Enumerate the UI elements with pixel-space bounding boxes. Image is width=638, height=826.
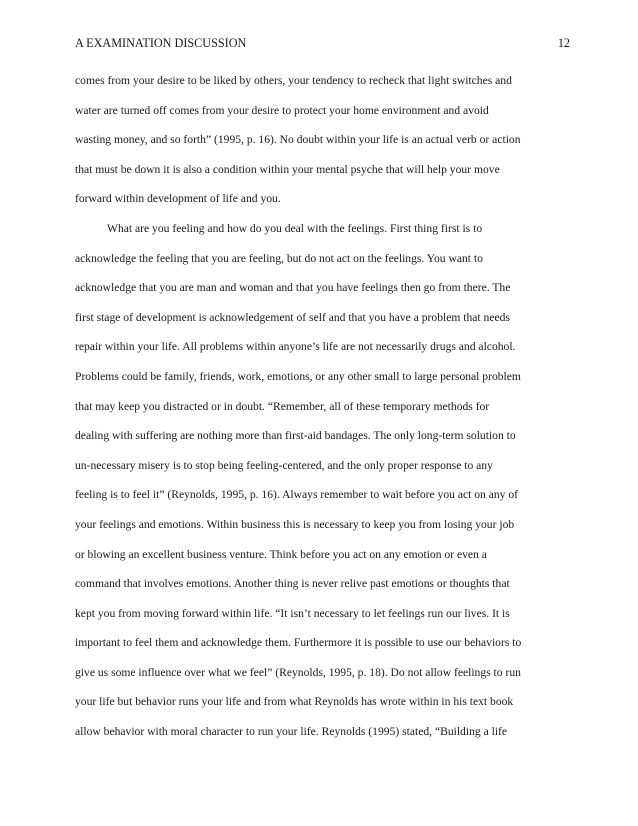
text-line: give us some influence over what we feel” (Reynolds, 1995, p. 18). Do not allow feelings to run	[75, 665, 521, 679]
text-line: acknowledge that you are man and woman and that you have feelings then go from there. The	[75, 281, 511, 295]
running-header	[75, 36, 570, 51]
text-line: allow behavior with moral character to run your life. Reynolds (1995) stated, “Building a life	[75, 725, 508, 739]
text-line: acknowledge the feeling that you are feeling, but do not act on the feelings. You want to	[75, 251, 483, 265]
text-line: repair within your life. All problems within anyone’s life are not necessarily drugs and alcohol.	[75, 340, 516, 354]
text-line: that must be down it is also a condition within your mental psyche that will help your move	[75, 162, 500, 176]
text-line: comes from your desire to be liked by others, your tendency to recheck that light switches and	[75, 74, 512, 87]
text-line: important to feel them and acknowledge them. Furthermore it is possible to use our behaviors to	[75, 636, 522, 650]
body-text	[75, 66, 570, 747]
text-line: your feelings and emotions. Within business this is necessary to keep you from losing your job	[75, 517, 515, 531]
paragraph-first-line: What are you feeling and how do you deal with the feelings. First thing first is to	[107, 221, 483, 235]
text-line: un-necessary misery is to stop being feeling-centered, and the only proper response to any	[75, 458, 493, 472]
text-line: water are turned off comes from your desire to protect your home environment and avoid	[75, 103, 489, 117]
text-line: forward within development of life and you.	[75, 192, 281, 206]
text-line: Problems could be family, friends, work, emotions, or any other small to large personal problem	[75, 369, 521, 383]
text-line: first stage of development is acknowledgement of self and that you have a problem that needs	[75, 310, 510, 324]
text-line: feeling is to feel it” (Reynolds, 1995, p. 16). Always remember to wait before you act on any of	[75, 488, 519, 502]
text-line: your life but behavior runs your life and from what Reynolds has wrote within in his text book	[75, 695, 514, 709]
page-number: 12	[557, 36, 570, 50]
text-line: dealing with suffering are nothing more than first-aid bandages. The only long-term solution to	[75, 429, 516, 443]
text-line: kept you from moving forward within life. “It isn’t necessary to let feelings run our lives. It is	[75, 606, 510, 620]
text-line: command that involves emotions. Another thing is never relive past emotions or thoughts that	[75, 577, 510, 591]
header-title: A EXAMINATION DISCUSSION	[75, 36, 247, 50]
text-line: or blowing an excellent business venture. Think before you act on any emotion or even a	[75, 547, 487, 561]
text-line: wasting money, and so forth” (1995, p. 16). No doubt within your life is an actual verb or action	[75, 133, 521, 147]
text-line: that may keep you distracted or in doubt. “Remember, all of these temporary methods for	[75, 399, 490, 413]
